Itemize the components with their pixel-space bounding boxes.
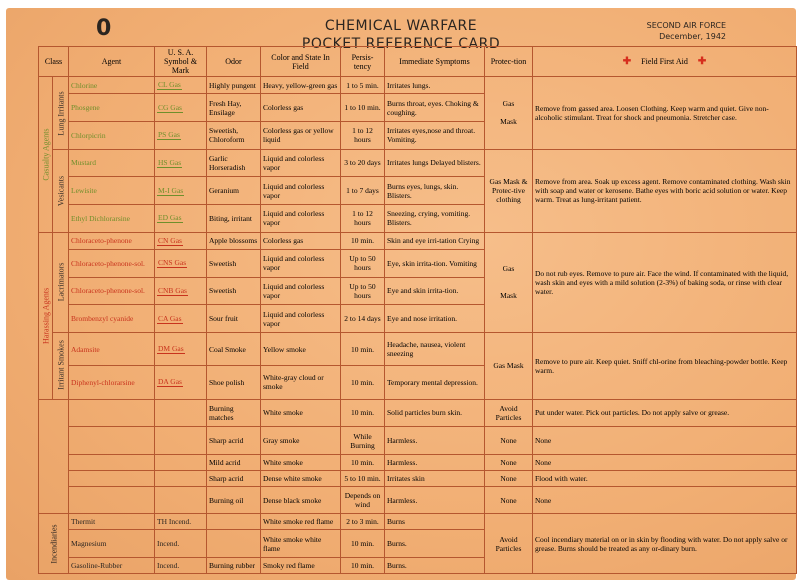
agent-symbol: CA Gas (158, 313, 182, 323)
first-aid: None (533, 455, 797, 471)
category-incendiaries: Incendiaries (39, 514, 69, 574)
agent-name: Chloraceto-phenone (69, 232, 155, 249)
agent-symbol-faded (155, 427, 207, 455)
protection: None (485, 455, 533, 471)
persistency: While Burning (341, 427, 385, 455)
agent-symbol: CNB Gas (158, 285, 187, 295)
subclass-irritant-smokes: Irritant Smokes (53, 332, 69, 399)
persistency: 3 to 20 days (341, 149, 385, 177)
color-state: Heavy, yellow-green gas (261, 77, 341, 94)
category-casualty: Casualty Agents (39, 77, 53, 233)
odor: Shoe polish (207, 366, 261, 399)
red-cross-icon: ✚ (622, 56, 632, 67)
table-row (39, 332, 797, 365)
protection-lacrimator (485, 232, 533, 332)
odor: Biting, irritant (207, 204, 261, 232)
color-state: Dense white smoke (261, 470, 341, 486)
agent-name: Magnesium (69, 530, 155, 558)
symptoms: Burns. (385, 530, 485, 558)
color-state: White smoke (261, 399, 341, 427)
agent-symbol-faded (155, 470, 207, 486)
agent-name-faded (69, 399, 155, 427)
first-aid-lacrimator: Do not rub eyes. Remove to pure air. Face the wind. If contaminated with the liquid, wash skin and eyes with a mild solution (2-3%) of baking soda, or rinse with clear water. (533, 232, 797, 332)
table-row (39, 514, 797, 530)
symptoms: Burns eyes, lungs, skin. Blisters. (385, 177, 485, 205)
color-state: Colorless gas (261, 94, 341, 122)
color-state: Yellow smoke (261, 332, 341, 365)
protection-lung (485, 77, 533, 150)
table-row (39, 232, 797, 249)
persistency: 2 to 14 days (341, 305, 385, 333)
agent-name-faded (69, 470, 155, 486)
persistency: 5 to 10 min. (341, 470, 385, 486)
header-row (39, 47, 797, 77)
persistency: 10 min. (341, 530, 385, 558)
odor: Sweetish (207, 277, 261, 305)
symptoms: Eye, skin irrita-tion. Vomiting (385, 249, 485, 277)
odor: Burning oil (207, 486, 261, 514)
agent-symbol: Incend. (155, 557, 207, 573)
agent-name-faded (69, 486, 155, 514)
symptoms: Sneezing, crying, vomiting. Blisters. (385, 204, 485, 232)
faded-class-cell (39, 399, 69, 514)
persistency: 10 min. (341, 232, 385, 249)
col-symbol: U. S. A. Symbol & Mark (155, 47, 207, 77)
persistency: Up to 50 hours (341, 277, 385, 305)
agent-name: Mustard (69, 149, 155, 177)
persistency: 2 to 3 min. (341, 514, 385, 530)
odor (207, 514, 261, 530)
agent-name: Ethyl Dichlorarsine (69, 204, 155, 232)
symptoms: Irritates eyes,nose and throat. Vomiting. (385, 121, 485, 149)
persistency: 1 to 12 hours (341, 204, 385, 232)
agent-symbol: HS Gas (158, 157, 182, 167)
odor: Sweetish (207, 249, 261, 277)
first-aid-smoke: Remove to pure air. Keep quiet. Sniff chl-orine from bleaching-powder bottle. Keep warm. (533, 332, 797, 399)
col-persistency: Persis-tency (341, 47, 385, 77)
color-state: White smoke (261, 455, 341, 471)
color-state: White-gray cloud or smoke (261, 366, 341, 399)
symptoms: Harmless. (385, 427, 485, 455)
col-agent: Agent (69, 47, 155, 77)
symptoms: Solid particles burn skin. (385, 399, 485, 427)
persistency: 10 min. (341, 332, 385, 365)
table-row (39, 149, 797, 177)
col-first-aid (533, 47, 797, 77)
odor: Burning rubber (207, 557, 261, 573)
symptoms: Headache, nausea, violent sneezing (385, 332, 485, 365)
color-state: Liquid and colorless vapor (261, 177, 341, 205)
color-state: Gray smoke (261, 427, 341, 455)
protection-incendiary: Avoid Particles (485, 514, 533, 574)
color-state: Colorless gas (261, 232, 341, 249)
issuer-name: SECOND AIR FORCE (646, 21, 726, 30)
agent-name: Chloraceto-phenone-sol. (69, 277, 155, 305)
agent-name: Phosgene (69, 94, 155, 122)
symptoms: Eye and nose irritation. (385, 305, 485, 333)
persistency: 10 min. (341, 399, 385, 427)
odor: Fresh Hay, Ensilage (207, 94, 261, 122)
agent-name: Brombenzyl cyanide (69, 305, 155, 333)
odor: Highly pungent (207, 77, 261, 94)
col-color-state: Color and State In Field (261, 47, 341, 77)
color-state: Colorless gas or yellow liquid (261, 121, 341, 149)
protection-line: Mask (500, 117, 517, 127)
agent-symbol: CNS Gas (158, 258, 187, 268)
agent-symbol: Incend. (155, 530, 207, 558)
symptoms: Skin and eye irri-tation Crying (385, 232, 485, 249)
agent-name: Chlorine (69, 77, 155, 94)
persistency: 1 to 5 min. (341, 77, 385, 94)
subclass-vesicants: Vesicants (53, 149, 69, 232)
symptoms: Burns. (385, 557, 485, 573)
persistency: 1 to 10 min. (341, 94, 385, 122)
issue-date: December, 1942 (659, 32, 726, 41)
odor: Apple blossoms (207, 232, 261, 249)
symptoms: Irritates skin (385, 470, 485, 486)
agent-name-faded (69, 455, 155, 471)
table-row (39, 77, 797, 94)
agent-name: Thermit (69, 514, 155, 530)
odor: Sweetish, Chloroform (207, 121, 261, 149)
red-cross-icon: ✚ (697, 56, 707, 67)
issuer (647, 20, 726, 42)
agent-name: Lewisite (69, 177, 155, 205)
table-row (39, 399, 797, 427)
symptoms: Temporary mental depression. (385, 366, 485, 399)
odor: Sharp acrid (207, 470, 261, 486)
color-state: Liquid and colorless vapor (261, 305, 341, 333)
agent-symbol: DA Gas (158, 377, 182, 387)
persistency: 1 to 7 days (341, 177, 385, 205)
table-row (39, 486, 797, 514)
odor (207, 530, 261, 558)
protection-line: Mask (500, 291, 517, 301)
odor: Coal Smoke (207, 332, 261, 365)
agent-symbol: ED Gas (158, 213, 182, 223)
first-aid-incendiary: Cool incendiary material on or in skin by flooding with water. Do not apply salve or grease. Burns should be treated as any or-dinary burn. (533, 514, 797, 574)
first-aid: Flood with water. (533, 470, 797, 486)
protection-line: Gas (502, 99, 515, 109)
odor: Geranium (207, 177, 261, 205)
persistency: 10 min. (341, 366, 385, 399)
agent-symbol: CL Gas (158, 80, 181, 90)
col-class: Class (39, 47, 69, 77)
col-odor: Odor (207, 47, 261, 77)
agent-symbol-faded (155, 399, 207, 427)
agent-symbol: PS Gas (158, 130, 180, 140)
protection: None (485, 486, 533, 514)
card-subtitle: POCKET REFERENCE CARD (301, 36, 501, 52)
color-state: Dense black smoke (261, 486, 341, 514)
odor: Burning matches (207, 399, 261, 427)
color-state: Liquid and colorless vapor (261, 277, 341, 305)
protection: None (485, 427, 533, 455)
subclass-lacrimators: Lacrimators (53, 232, 69, 332)
subclass-lung-irritants: Lung Irritants (53, 77, 69, 150)
agent-name: Adamsite (69, 332, 155, 365)
protection-line: Gas (502, 264, 515, 274)
category-harassing: Harassing Agents (39, 232, 53, 399)
odor: Sharp acrid (207, 427, 261, 455)
table-row (39, 455, 797, 471)
agent-symbol-faded (155, 486, 207, 514)
color-state: White smoke red flame (261, 514, 341, 530)
protection: Avoid Particles (485, 399, 533, 427)
reference-table (38, 46, 797, 574)
persistency: 1 to 12 hours (341, 121, 385, 149)
persistency: 10 min. (341, 557, 385, 573)
persistency: Depends on wind (341, 486, 385, 514)
agent-name: Gasoline-Rubber (69, 557, 155, 573)
symptoms: Eye and skin irrita-tion. (385, 277, 485, 305)
card-title: CHEMICAL WARFARE (324, 18, 478, 34)
color-state: Liquid and colorless vapor (261, 149, 341, 177)
symptoms: Harmless. (385, 486, 485, 514)
col-protection: Protec-tion (485, 47, 533, 77)
symptoms: Burns throat, eyes. Choking & coughing. (385, 94, 485, 122)
symptoms: Harmless. (385, 455, 485, 471)
odor: Mild acrid (207, 455, 261, 471)
first-aid-label: Field First Aid (641, 57, 688, 66)
color-state: Smoky red flame (261, 557, 341, 573)
protection-vesicant: Gas Mask & Protec-tive clothing (485, 149, 533, 232)
first-aid: None (533, 486, 797, 514)
agent-symbol: M-I Gas (158, 185, 184, 195)
color-state: Liquid and colorless vapor (261, 249, 341, 277)
symptoms: Irritates lungs Delayed blisters. (385, 149, 485, 177)
first-aid-lung: Remove from gassed area. Loosen Clothing. Keep warm and quiet. Give non-alcoholic stimulant. Treat for shock and pneumonia. Stretcher case. (533, 77, 797, 150)
symptoms: Irritates lungs. (385, 77, 485, 94)
color-state: Liquid and colorless vapor (261, 204, 341, 232)
agent-name: Chlorpicrin (69, 121, 155, 149)
card-number: 0 (96, 16, 112, 41)
agent-name-faded (69, 427, 155, 455)
first-aid: Put under water. Pick out particles. Do not apply salve or grease. (533, 399, 797, 427)
first-aid-vesicant: Remove from area. Soak up excess agent. Remove contaminated clothing. Wash skin with soap and water or kerosene. Bathe eyes with boric acid solution or water. Keep warm. Treat as lung-irritant patient. (533, 149, 797, 232)
col-symptoms: Immediate Symptoms (385, 47, 485, 77)
agent-name: Diphenyl-chlorarsine (69, 366, 155, 399)
symptoms: Burns (385, 514, 485, 530)
table-row (39, 427, 797, 455)
agent-symbol: DM Gas (158, 344, 184, 354)
agent-symbol: CG Gas (158, 102, 182, 112)
odor: Garlic Horseradish (207, 149, 261, 177)
agent-name: Chloraceto-phenone-sol. (69, 249, 155, 277)
color-state: White smoke white flame (261, 530, 341, 558)
agent-symbol-faded (155, 455, 207, 471)
agent-symbol: CN Gas (158, 235, 182, 245)
protection-smoke: Gas Mask (485, 332, 533, 399)
first-aid: None (533, 427, 797, 455)
table-row (39, 470, 797, 486)
protection: None (485, 470, 533, 486)
agent-symbol: TH Incend. (155, 514, 207, 530)
persistency: 10 min. (341, 455, 385, 471)
odor: Sour fruit (207, 305, 261, 333)
persistency: Up to 50 hours (341, 249, 385, 277)
